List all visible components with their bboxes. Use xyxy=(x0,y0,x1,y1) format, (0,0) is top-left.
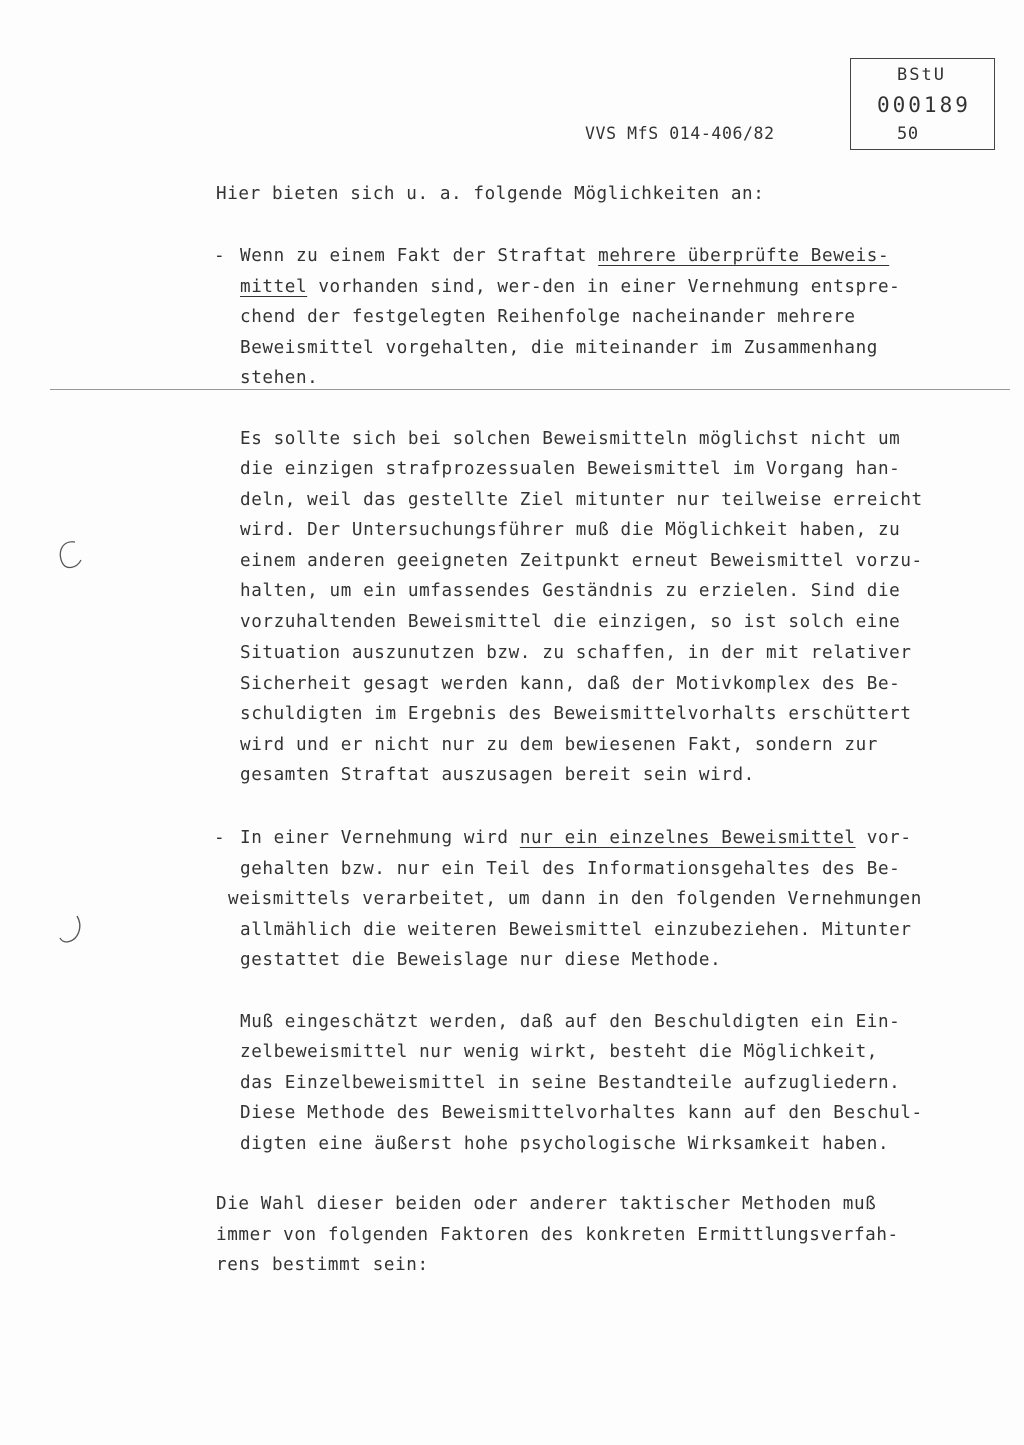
para1-line: einem anderen geeigneten Zeitpunkt erneut Beweismittel vorzu- xyxy=(240,551,923,571)
item1-line xyxy=(240,279,900,297)
item1-text: vorhanden sind, wer-den in einer Vernehmung entspre- xyxy=(307,277,901,297)
stamp-org: BStU xyxy=(897,65,946,85)
para2-line: digten eine äußerst hohe psychologische Wirksamkeit haben. xyxy=(240,1134,890,1154)
item2-text: vor- xyxy=(855,828,912,848)
archive-stamp xyxy=(850,58,995,150)
para2-line: Diese Methode des Beweismittelvorhaltes kann auf den Beschul- xyxy=(240,1103,923,1123)
closing-line: Die Wahl dieser beiden oder anderer taktischer Methoden muß xyxy=(216,1194,877,1214)
item1-line xyxy=(240,248,889,266)
list-dash: - xyxy=(214,828,226,848)
stamp-number: 000189 xyxy=(877,93,971,117)
item2-text: In einer Vernehmung wird xyxy=(240,828,520,848)
punch-hole-mark xyxy=(55,912,85,946)
intro-line: Hier bieten sich u. a. folgende Möglichkeiten an: xyxy=(216,184,765,204)
para2-line: zelbeweismittel nur wenig wirkt, besteht die Möglichkeit, xyxy=(240,1042,878,1062)
stamp-page: 50 xyxy=(897,124,919,144)
para1-line: Situation auszunutzen bzw. zu schaffen, in der mit relativer xyxy=(240,643,912,663)
item2-underline: nur ein einzelnes Beweismittel xyxy=(519,828,856,848)
item2-line: weismittels verarbeitet, um dann in den folgenden Vernehmungen xyxy=(228,889,922,909)
punch-hole-mark xyxy=(55,538,85,572)
item1-line: stehen. xyxy=(240,368,319,388)
item1-text: Wenn zu einem Fakt der Straftat xyxy=(240,246,599,266)
para2-line: Muß eingeschätzt werden, daß auf den Beschuldigten ein Ein- xyxy=(240,1012,901,1032)
document-reference: VVS MfS 014-406/82 xyxy=(585,124,775,143)
item2-line: allmählich die weiteren Beweismittel einzubeziehen. Mitunter xyxy=(240,920,912,940)
para1-line: schuldigten im Ergebnis des Beweismittelvorhalts erschüttert xyxy=(240,704,912,724)
closing-line: rens bestimmt sein: xyxy=(216,1255,429,1275)
item1-line: chend der festgelegten Reihenfolge nacheinander mehrere xyxy=(240,307,856,327)
para1-line: deln, weil das gestellte Ziel mitunter nur teilweise erreicht xyxy=(240,490,923,510)
para1-line: die einzigen strafprozessualen Beweismittel im Vorgang han- xyxy=(240,459,901,479)
para1-line: wird und er nicht nur zu dem bewiesenen Fakt, sondern zur xyxy=(240,735,878,755)
item1-underline: mittel xyxy=(240,277,308,297)
para1-line: gesamten Straftat auszusagen bereit sein wird. xyxy=(240,765,755,785)
item2-line: gehalten bzw. nur ein Teil des Informationsgehaltes des Be- xyxy=(240,859,901,879)
para2-line: das Einzelbeweismittel in seine Bestandteile aufzugliedern. xyxy=(240,1073,901,1093)
item2-line: gestattet die Beweislage nur diese Methode. xyxy=(240,950,722,970)
para1-line: vorzuhaltenden Beweismittel die einzigen, so ist solch eine xyxy=(240,612,901,632)
item1-line: Beweismittel vorgehalten, die miteinander im Zusammenhang xyxy=(240,338,878,358)
fold-line xyxy=(50,389,1010,390)
para1-line: halten, um ein umfassendes Geständnis zu erzielen. Sind die xyxy=(240,581,901,601)
closing-line: immer von folgenden Faktoren des konkreten Ermittlungsverfah- xyxy=(216,1225,899,1245)
para1-line: Es sollte sich bei solchen Beweismitteln möglichst nicht um xyxy=(240,429,901,449)
para1-line: Sicherheit gesagt werden kann, daß der Motivkomplex des Be- xyxy=(240,674,901,694)
list-dash: - xyxy=(214,246,226,266)
item2-line xyxy=(240,830,912,848)
item1-underline: mehrere überprüfte Beweis- xyxy=(598,246,890,266)
para1-line: wird. Der Untersuchungsführer muß die Möglichkeit haben, zu xyxy=(240,520,901,540)
